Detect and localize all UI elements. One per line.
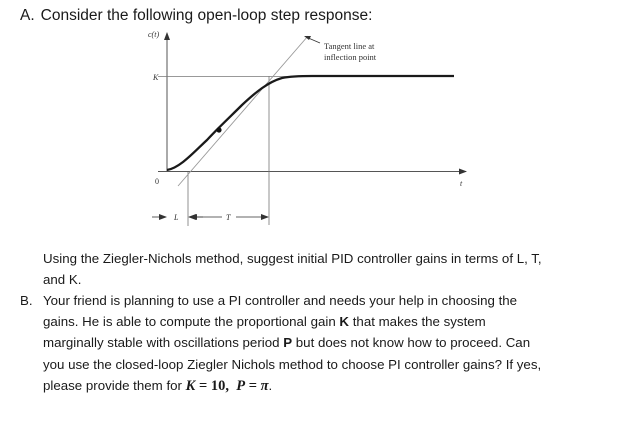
step-response-curve: [167, 76, 454, 170]
question-b-text: marginally stable with oscillations period: [43, 335, 284, 351]
l-label: L: [174, 213, 179, 222]
annotation-text-line1: Tangent line at: [324, 41, 375, 51]
question-b-body: [43, 290, 613, 397]
math-equals: =: [245, 377, 261, 394]
y-axis-label: c(t): [148, 30, 160, 39]
math-k: K: [185, 377, 196, 394]
question-b-line: [43, 375, 613, 397]
bold-p: P: [283, 335, 293, 351]
question-b-text: please provide them for: [43, 377, 186, 393]
question-a-title: Consider the following open-loop step response:: [40, 7, 373, 24]
zero-label: 0: [155, 177, 159, 186]
question-b-text: gains. He is able to compute the proportional gain: [43, 314, 340, 330]
math-ten: 10: [210, 377, 226, 394]
math-p: P: [236, 377, 246, 394]
t-label: T: [226, 213, 231, 222]
inflection-point-marker: [216, 127, 221, 132]
x-axis-label: t: [460, 179, 463, 188]
k-label: K: [153, 73, 159, 82]
math-pi: π: [260, 377, 269, 394]
question-a-body: [43, 248, 613, 290]
question-b-line: Your friend is planning to use a PI controller and needs your help in choosing the: [43, 293, 518, 308]
question-b-text: but does not know how to proceed. Can: [292, 335, 531, 351]
bold-k: K: [339, 314, 350, 330]
annotation-text-line2: inflection point: [324, 52, 377, 62]
question-b-text: .: [268, 377, 273, 393]
question-a-line: Using the Ziegler-Nichols method, suggest initial PID controller gains in terms of L, T,: [43, 251, 542, 266]
question-a-line: and K.: [43, 272, 82, 288]
question-b-line: [43, 311, 613, 332]
math-equals: =: [195, 377, 211, 394]
question-b-line: you use the closed-loop Ziegler Nichols method to choose PI controller gains? If yes,: [43, 356, 542, 372]
math-comma: ,: [225, 377, 237, 394]
question-b-line: [43, 332, 613, 353]
tangent-line: [178, 36, 308, 186]
question-a-label: A.: [20, 7, 35, 24]
question-b-label: B.: [20, 293, 33, 308]
question-b-text: that makes the system: [349, 314, 486, 330]
